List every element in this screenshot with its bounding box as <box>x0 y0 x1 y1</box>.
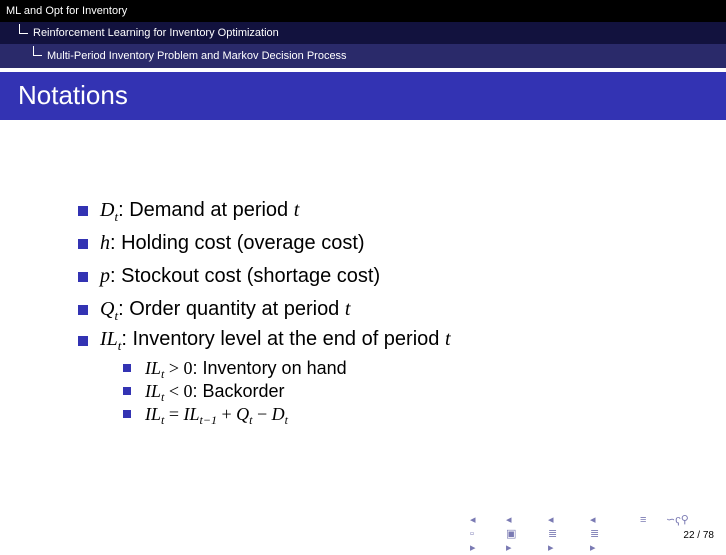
tree-connector <box>19 24 28 34</box>
header-section[interactable]: ML and Opt for Inventory <box>6 5 128 17</box>
nav-subsection-icon[interactable]: ◂ ≣ ▸ <box>590 514 600 554</box>
page-number: 22 / 78 <box>683 530 714 541</box>
nav-first-icon[interactable]: ◂ ▫ ▸ <box>470 514 476 554</box>
header-subsection-row <box>0 22 726 44</box>
list-item-inventory-level: $IL_t$: Inventory level at the end of period t <box>100 328 451 353</box>
sub-item-on-hand: $IL_t > 0$: Inventory on hand <box>145 358 347 381</box>
title-bar <box>0 72 726 120</box>
list-item-order-quantity: $Q_t$: Order quantity at period t <box>100 298 351 323</box>
list-item-holding-cost: h: Holding cost (overage cost) <box>100 232 365 254</box>
sub-bullet-icon <box>123 387 131 395</box>
tree-connector <box>33 46 42 56</box>
bullet-icon <box>78 272 88 282</box>
nav-prev-frame-icon[interactable]: ◂ ▣ ▸ <box>506 514 517 554</box>
header-section-row <box>0 0 726 22</box>
bullet-icon <box>78 305 88 315</box>
header-subsubsection[interactable]: Multi-Period Inventory Problem and Markov Decision Process <box>47 50 347 62</box>
sub-bullet-icon <box>123 410 131 418</box>
bullet-icon <box>78 239 88 249</box>
header-subsection[interactable]: Reinforcement Learning for Inventory Optimization <box>33 27 279 39</box>
bullet-icon <box>78 206 88 216</box>
bullet-icon <box>78 336 88 346</box>
sub-bullet-icon <box>123 364 131 372</box>
list-item-demand: $D_t$: Demand at period t <box>100 199 300 224</box>
slide-title: Notations <box>18 80 128 110</box>
nav-align-icon[interactable]: ≡ <box>640 514 647 526</box>
nav-section-icon[interactable]: ◂ ≣ ▸ <box>548 514 558 554</box>
sub-item-backorder: $IL_t < 0$: Backorder <box>145 381 285 404</box>
header-subsubsection-row <box>0 44 726 68</box>
search-icon[interactable]: ∽ҁ⚲ <box>666 514 689 526</box>
sub-item-balance-equation: $IL_t = IL_{t-1} + Q_t - D_t$ <box>145 404 288 427</box>
list-item-stockout-cost: p: Stockout cost (shortage cost) <box>100 265 381 287</box>
